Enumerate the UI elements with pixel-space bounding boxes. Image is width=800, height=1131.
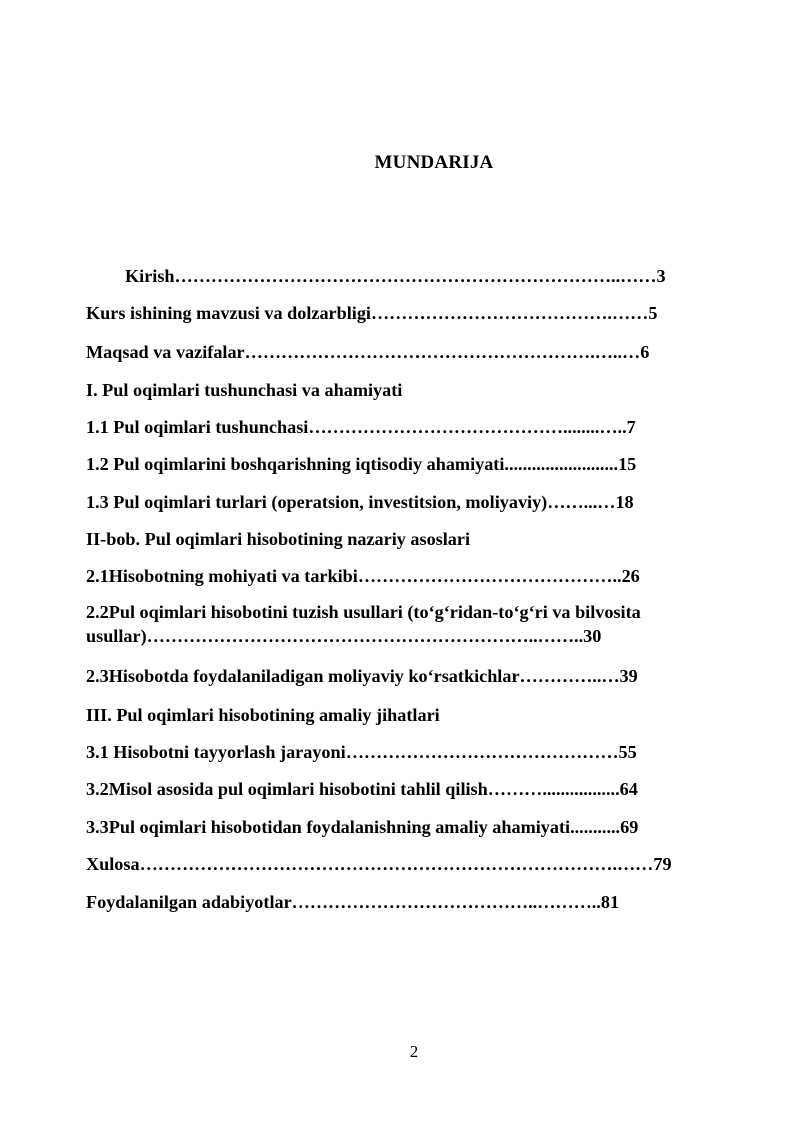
toc-entry-1-2: 1.2 Pul oqimlarini boshqarishning iqtisodiy ahamiyati.........................15 [86,454,637,474]
page-number: 2 [409,1042,419,1061]
toc-entry-mavzu: Kurs ishining mavzusi va dolzarbligi………………………………….……5 [86,303,658,323]
toc-entry-2-2: 2.2Pul oqimlari hisobotini tuzish usullari (to‘g‘ridan-to‘g‘ri va bilvosita usullar)………………………………………………………..……..30 [86,602,641,646]
toc-entry-xulosa: Xulosa…………………………………………………………………….……79 [86,854,672,874]
toc-entry-2-1: 2.1Hisobotning mohiyati va tarkibi……………………………………..26 [86,566,640,586]
toc-chapter-3: III. Pul oqimlari hisobotining amaliy jihatlari [86,705,440,725]
toc-entry-2-3: 2.3Hisobotda foydalaniladigan moliyaviy ko‘rsatkichlar…………..…39 [86,666,638,686]
toc-entry-3-3: 3.3Pul oqimlari hisobotidan foydalanishning amaliy ahamiyati...........69 [86,817,639,837]
toc-chapter-2: II-bob. Pul oqimlari hisobotining nazariy asoslari [86,529,471,549]
toc-entry-1-1: 1.1 Pul oqimlari tushunchasi……………………………………........…..7 [86,417,636,437]
toc-entry-kirish: Kirish………………………………………………………………..……3 [125,266,666,286]
toc-entry-adabiyotlar: Foydalanilgan adabiyotlar…………………………………..………..81 [86,892,620,912]
toc-entry-3-1: 3.1 Hisobotni tayyorlash jarayoni………………………………………55 [86,742,637,762]
toc-entry-1-3: 1.3 Pul oqimlari turlari (operatsion, investitsion, moliyaviy)……...…18 [86,492,634,512]
toc-chapter-1: I. Pul oqimlari tushunchasi va ahamiyati [86,380,403,400]
toc-entry-maqsad: Maqsad va vazifalar………………………………………………….…..…6 [86,342,650,362]
page-title: MUNDARIJA [374,152,494,173]
toc-entry-3-2: 3.2Misol asosida pul oqimlari hisobotini tahlil qilish……….................64 [86,779,638,799]
